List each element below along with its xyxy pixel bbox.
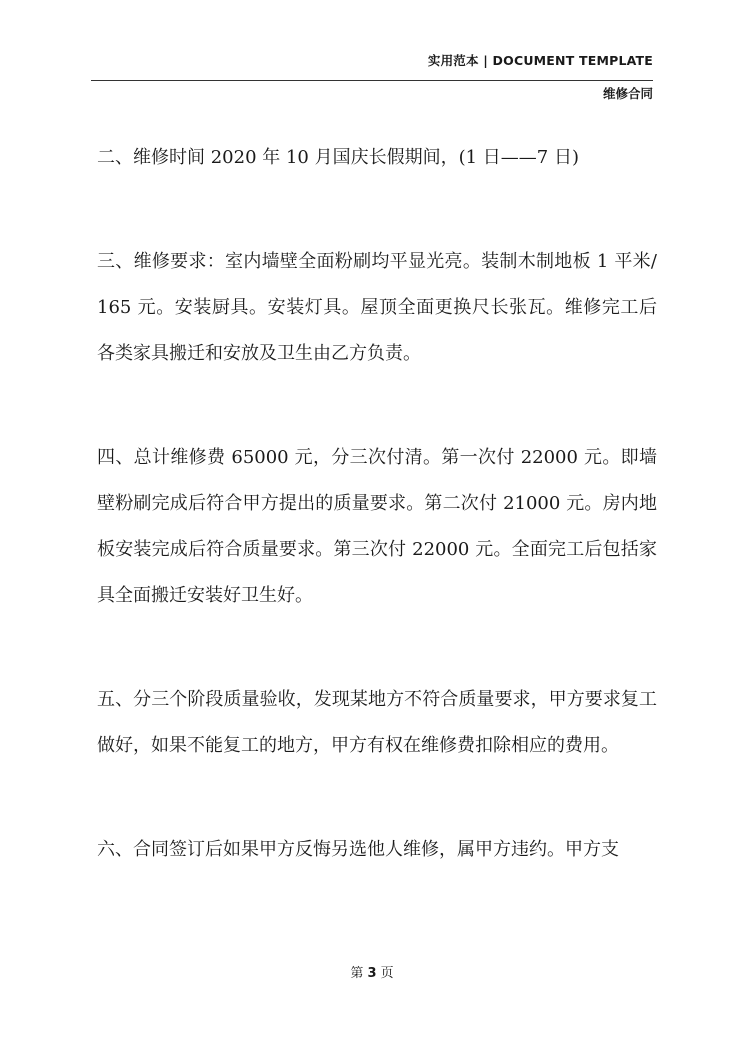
page-footer <box>0 962 744 981</box>
paragraph-5: 五、分三个阶段质量验收，发现某地方不符合质量要求，甲方要求复工做好，如果不能复工的地方，甲方有权在维修费扣除相应的费用。 <box>97 689 657 756</box>
header-divider <box>91 80 653 81</box>
paragraph-3: 三、维修要求：室内墙壁全面粉刷均平显光亮。装制木制地板 1 平米/165 元。安装厨具。安装灯具。屋顶全面更换尺长张瓦。维修完工后各类家具搬迁和安放及卫生由乙方负责。 <box>97 251 657 364</box>
page-suffix: 页 <box>380 966 394 981</box>
document-body <box>97 135 657 931</box>
header-title: 实用范本 | DOCUMENT TEMPLATE <box>427 53 653 68</box>
paragraph-6: 六、合同签订后如果甲方反悔另选他人维修，属甲方违约。甲方支 <box>97 839 619 860</box>
page-number: 3 <box>367 966 377 981</box>
paragraph-2: 二、维修时间 2020 年 10 月国庆长假期间，(1 日——7 日) <box>97 147 579 168</box>
paragraph-4: 四、总计维修费 65000 元，分三次付清。第一次付 22000 元。即墙壁粉刷完成后符合甲方提出的质量要求。第二次付 21000 元。房内地板安装完成后符合质量要求。第三次付 22000 元。全面完工后包括家具全面搬迁安装好卫生好。 <box>97 447 657 606</box>
header-subtitle: 维修合同 <box>602 86 653 101</box>
page-prefix: 第 <box>350 966 364 981</box>
